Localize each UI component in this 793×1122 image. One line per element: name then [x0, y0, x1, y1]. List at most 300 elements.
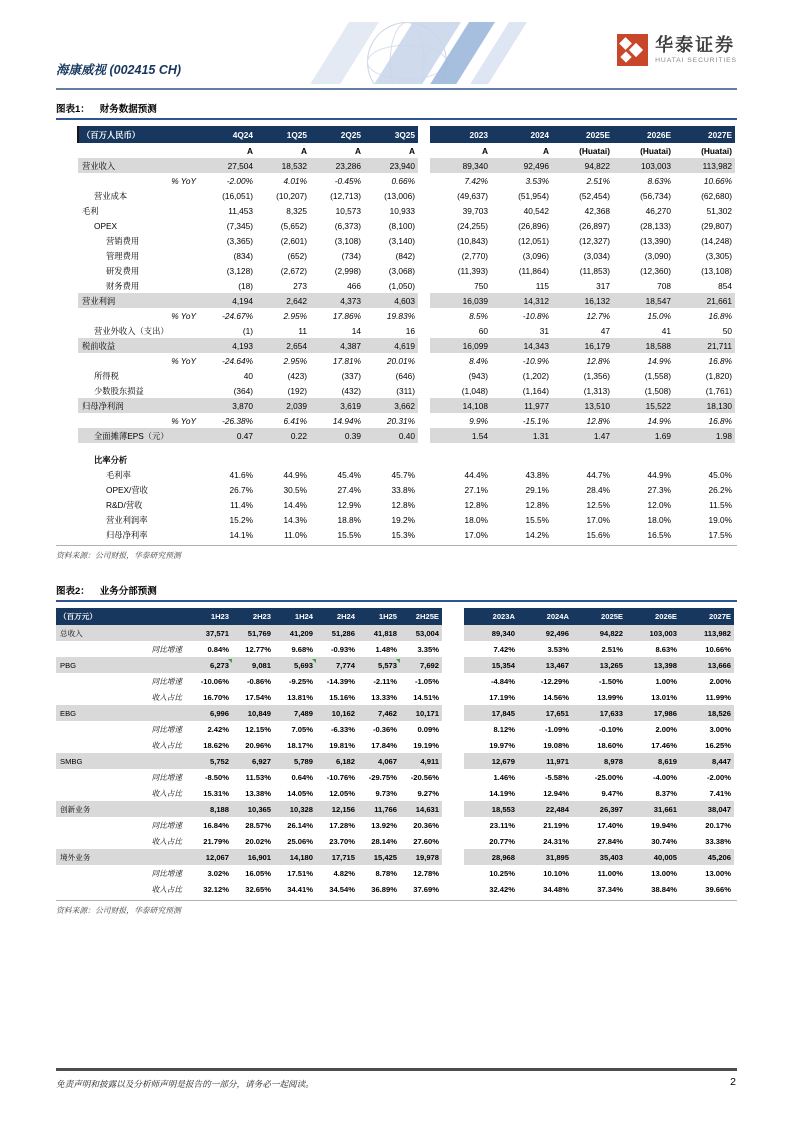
gap-cell: [418, 428, 430, 443]
value-cell: 50: [722, 325, 732, 336]
value-cell: 16,901: [232, 849, 274, 865]
row-label: % YoY: [171, 310, 196, 321]
value-cell: 7,489: [274, 705, 316, 721]
value-cell: (10,207): [276, 190, 307, 201]
value-cell: (1): [242, 325, 253, 336]
value-cell: (1,313): [583, 385, 610, 396]
value-cell: -10.9%: [522, 355, 549, 366]
value-cell: 94,822: [572, 625, 626, 641]
globe-icon: [367, 22, 447, 84]
value-cell: 13.00%: [651, 868, 677, 878]
row-label: 境外业务: [56, 849, 190, 865]
value-cell: 28.57%: [245, 820, 271, 830]
gap-cell: [442, 849, 464, 865]
value-cell: 20.31%: [386, 415, 415, 426]
value-cell: 92,496: [491, 158, 552, 173]
table-row: [78, 452, 735, 467]
gap-cell: [442, 881, 464, 897]
value-cell: (3,096): [522, 250, 549, 261]
value-cell: 3,619: [310, 398, 364, 413]
logo-name-en: HUATAI SECURITIES: [655, 57, 737, 64]
value-cell: 19.97%: [489, 740, 515, 750]
row-label: 营销费用: [106, 235, 140, 246]
value-cell: 16.8%: [708, 310, 732, 321]
row-label: 毛利: [82, 205, 99, 216]
table-row: [78, 218, 735, 233]
value-cell: (192): [287, 385, 307, 396]
value-cell: 2.00%: [709, 676, 731, 686]
value-cell: 0.22: [256, 428, 310, 443]
gap-cell: [418, 263, 430, 278]
figure1-section: [56, 101, 737, 561]
value-cell: -0.86%: [246, 676, 271, 686]
value-cell: (3,140): [388, 235, 415, 246]
value-cell: 21,661: [674, 293, 735, 308]
value-cell: -14.39%: [326, 676, 355, 686]
value-cell: 19.94%: [651, 820, 677, 830]
value-cell: 17.51%: [287, 868, 313, 878]
value-cell: 0.64%: [291, 772, 313, 782]
value-cell: 16.5%: [647, 529, 671, 540]
table-row: [56, 817, 734, 833]
value-cell: (52,454): [579, 190, 610, 201]
value-cell: 7.42%: [464, 175, 488, 186]
value-cell: 16: [405, 325, 415, 336]
table-row: [56, 881, 734, 897]
value-cell: (432): [341, 385, 361, 396]
value-cell: 12.7%: [586, 310, 610, 321]
subheader-blank: [78, 143, 202, 158]
unit-label: （百万元）: [56, 608, 190, 625]
value-cell: 11,971: [518, 753, 572, 769]
value-cell: 16.70%: [203, 692, 229, 702]
table-row: [78, 353, 735, 368]
value-cell: 14,343: [491, 338, 552, 353]
value-cell: 10.66%: [705, 644, 731, 654]
row-label: 同比增速: [151, 676, 182, 686]
value-cell: 6,273: [190, 657, 232, 673]
table-row: [78, 368, 735, 383]
value-cell: 11.53%: [245, 772, 271, 782]
column-header: 2026E: [626, 608, 680, 625]
value-cell: -4.84%: [490, 676, 515, 686]
value-cell: 89,340: [430, 158, 491, 173]
value-cell: -1.50%: [598, 676, 623, 686]
table-row: [78, 338, 735, 353]
value-cell: 11,453: [228, 205, 253, 216]
value-cell: 35,403: [572, 849, 626, 865]
value-cell: 12,067: [190, 849, 232, 865]
value-cell: 12.8%: [464, 499, 488, 510]
gap-cell: [442, 625, 464, 641]
value-cell: (337): [341, 370, 361, 381]
value-cell: 17.86%: [332, 310, 361, 321]
table-header-row: [78, 126, 735, 143]
gap-cell: [442, 705, 464, 721]
value-cell: 41,209: [274, 625, 316, 641]
value-cell: 4,194: [202, 293, 256, 308]
table-row: [78, 278, 735, 293]
value-cell: 51,286: [316, 625, 358, 641]
value-cell: (26,896): [518, 220, 549, 231]
value-cell: 14,108: [430, 398, 491, 413]
value-cell: 0.84%: [207, 644, 229, 654]
value-cell: (1,202): [522, 370, 549, 381]
column-header: 4Q24: [202, 126, 256, 143]
value-cell: 317: [596, 280, 610, 291]
value-cell: 24.31%: [543, 836, 569, 846]
value-cell: 20.17%: [705, 820, 731, 830]
value-cell: 27.4%: [337, 484, 361, 495]
value-cell: 7,462: [358, 705, 400, 721]
value-cell: 28.4%: [586, 484, 610, 495]
value-cell: 5,752: [190, 753, 232, 769]
column-header: 2027E: [680, 608, 734, 625]
value-cell: -0.45%: [334, 175, 361, 186]
value-cell: 18,547: [613, 293, 674, 308]
value-cell: -1.05%: [414, 676, 439, 686]
value-cell: 16,179: [552, 338, 613, 353]
column-header: 2H23: [232, 608, 274, 625]
table-row: [78, 527, 735, 542]
company-title: 海康威视 (002415 CH): [56, 63, 182, 77]
row-label: 同比增速: [151, 772, 182, 782]
value-cell: 38.84%: [651, 884, 677, 894]
value-cell: 92,496: [518, 625, 572, 641]
value-cell: 13.92%: [371, 820, 397, 830]
value-cell: 2.42%: [207, 724, 229, 734]
column-header: 2025E: [572, 608, 626, 625]
value-cell: 18,526: [680, 705, 734, 721]
gap-cell: [418, 308, 430, 323]
gap-cell: [418, 188, 430, 203]
figure2-source-rule: [56, 900, 737, 901]
value-cell: 8,619: [626, 753, 680, 769]
table-row: [56, 785, 734, 801]
value-cell: 13,666: [680, 657, 734, 673]
value-cell: 28.14%: [371, 836, 397, 846]
logo-name-cn: 华泰证券: [655, 35, 736, 55]
table-row: [78, 398, 735, 413]
value-cell: 9.47%: [601, 788, 623, 798]
value-cell: (12,713): [330, 190, 361, 201]
value-cell: 1.47: [552, 428, 613, 443]
value-cell: 1.48%: [375, 644, 397, 654]
table-row: [56, 673, 734, 689]
value-cell: 31,895: [518, 849, 572, 865]
value-cell: -10.76%: [326, 772, 355, 782]
value-cell: (3,365): [226, 235, 253, 246]
value-cell: 7,774: [316, 657, 358, 673]
value-cell: 14.1%: [229, 529, 253, 540]
value-cell: 30.74%: [651, 836, 677, 846]
value-cell: 2.95%: [283, 310, 307, 321]
value-cell: 40,542: [523, 205, 549, 216]
value-cell: (652): [287, 250, 307, 261]
value-cell: 27,504: [202, 158, 256, 173]
gap-cell: [442, 673, 464, 689]
row-label: 营业利润率: [106, 514, 148, 525]
value-cell: 45,206: [680, 849, 734, 865]
value-cell: 115: [535, 280, 549, 291]
figure2-name: 业务分部预测: [99, 586, 157, 597]
value-cell: (3,128): [226, 265, 253, 276]
value-cell: 40: [243, 370, 253, 381]
gap-cell: [418, 248, 430, 263]
value-cell: 103,003: [613, 158, 674, 173]
value-cell: 15.16%: [329, 692, 355, 702]
value-cell: 46,270: [645, 205, 671, 216]
value-cell: 47: [600, 325, 610, 336]
value-cell: -6.33%: [330, 724, 355, 734]
value-cell: 10,162: [316, 705, 358, 721]
value-cell: 7.42%: [493, 644, 515, 654]
value-cell: 32.12%: [203, 884, 229, 894]
gap-cell: [418, 383, 430, 398]
table-row: [78, 413, 735, 428]
value-cell: 15.3%: [391, 529, 415, 540]
gap-cell: [418, 527, 430, 542]
value-cell: (7,345): [226, 220, 253, 231]
value-cell: 13.33%: [371, 692, 397, 702]
value-cell: 23,286: [310, 158, 364, 173]
value-cell: 13.00%: [705, 868, 731, 878]
gap-cell: [418, 497, 430, 512]
value-cell: 43.8%: [525, 469, 549, 480]
value-cell: 30.5%: [283, 484, 307, 495]
value-cell: 16,132: [552, 293, 613, 308]
figure2-source: 资料来源：公司财报，华泰研究预测: [56, 906, 181, 915]
comment-flag-icon: [396, 659, 400, 663]
value-cell: 4.82%: [333, 868, 355, 878]
value-cell: 14.2%: [525, 529, 549, 540]
table-row: [56, 801, 734, 817]
value-cell: 4,373: [310, 293, 364, 308]
row-label: % YoY: [171, 415, 196, 426]
value-cell: 16,099: [430, 338, 491, 353]
value-cell: 11,766: [358, 801, 400, 817]
value-cell: -4.00%: [652, 772, 677, 782]
gap-cell: [442, 833, 464, 849]
value-cell: (49,637): [457, 190, 488, 201]
value-cell: 10,933: [389, 205, 415, 216]
footer-disclaimer: 免责声明和披露以及分析师声明是报告的一部分，请务必一起阅读。: [56, 1079, 314, 1089]
value-cell: 113,982: [674, 158, 735, 173]
value-cell: 15.31%: [203, 788, 229, 798]
value-cell: 17.84%: [371, 740, 397, 750]
value-cell: 11.4%: [230, 499, 253, 510]
gap-cell: [418, 338, 430, 353]
value-cell: 14.05%: [287, 788, 313, 798]
value-cell: 27.3%: [647, 484, 671, 495]
row-label: 收入占比: [151, 740, 182, 750]
value-cell: 13,467: [518, 657, 572, 673]
comment-flag-icon: [312, 659, 316, 663]
value-cell: 14.3%: [283, 514, 307, 525]
value-cell: 103,003: [626, 625, 680, 641]
row-label: 收入占比: [151, 836, 182, 846]
value-cell: (3,034): [583, 250, 610, 261]
table-row: [78, 308, 735, 323]
value-cell: -8.50%: [204, 772, 229, 782]
value-cell: 12,679: [464, 753, 518, 769]
value-cell: (51,954): [518, 190, 549, 201]
value-cell: 12.8%: [586, 355, 610, 366]
row-label: OPEX: [94, 220, 118, 231]
value-cell: 4,603: [364, 293, 418, 308]
row-label: 营业收入: [78, 158, 202, 173]
value-cell: 1.31: [491, 428, 552, 443]
value-cell: 27.1%: [464, 484, 488, 495]
value-cell: (1,356): [583, 370, 610, 381]
banner-graphic: [301, 22, 551, 84]
value-cell: 94,822: [552, 158, 613, 173]
value-cell: 33.8%: [391, 484, 415, 495]
value-cell: 44.9%: [283, 469, 307, 480]
value-cell: (12,360): [640, 265, 671, 276]
value-cell: 3,870: [202, 398, 256, 413]
value-cell: 15,425: [358, 849, 400, 865]
value-cell: 12.5%: [586, 499, 610, 510]
subheader-cell: (Huatai): [674, 143, 735, 158]
value-cell: 17.5%: [708, 529, 732, 540]
value-cell: 3.35%: [417, 644, 439, 654]
value-cell: 0.66%: [391, 175, 415, 186]
value-cell: 13.81%: [287, 692, 313, 702]
value-cell: -26.38%: [222, 415, 253, 426]
value-cell: 7,692: [400, 657, 442, 673]
value-cell: 6.41%: [283, 415, 307, 426]
value-cell: 16.05%: [245, 868, 271, 878]
value-cell: 19.08%: [543, 740, 569, 750]
value-cell: (13,390): [640, 235, 671, 246]
row-label: 营业外收入（支出）: [94, 325, 169, 336]
gap-cell: [442, 753, 464, 769]
value-cell: 12.94%: [543, 788, 569, 798]
huatai-logo: [617, 34, 737, 66]
value-cell: 19.2%: [391, 514, 415, 525]
value-cell: 15.0%: [647, 310, 671, 321]
value-cell: 32.65%: [245, 884, 271, 894]
gap-cell: [418, 368, 430, 383]
report-header: [56, 0, 737, 88]
value-cell: 0.09%: [417, 724, 439, 734]
value-cell: (3,068): [388, 265, 415, 276]
value-cell: 18.0%: [647, 514, 671, 525]
row-label: % YoY: [171, 355, 196, 366]
table-row: [78, 482, 735, 497]
value-cell: 33.38%: [705, 836, 731, 846]
value-cell: 15.5%: [525, 514, 549, 525]
value-cell: 3,662: [364, 398, 418, 413]
value-cell: 13,398: [626, 657, 680, 673]
figure1-source-rule: [56, 545, 737, 546]
gap-cell: [418, 158, 430, 173]
row-label: 收入占比: [151, 692, 182, 702]
value-cell: 13.38%: [245, 788, 271, 798]
value-cell: 1.46%: [493, 772, 515, 782]
row-label: 创新业务: [56, 801, 190, 817]
value-cell: (1,820): [705, 370, 732, 381]
row-label: 归母净利润: [78, 398, 202, 413]
row-label: 税前收益: [78, 338, 202, 353]
value-cell: (6,373): [334, 220, 361, 231]
row-label: 收入占比: [151, 884, 182, 894]
value-cell: 18.17%: [287, 740, 313, 750]
value-cell: 2.51%: [601, 644, 623, 654]
table-row: [78, 173, 735, 188]
value-cell: 0.40: [364, 428, 418, 443]
value-cell: -24.67%: [222, 310, 253, 321]
value-cell: -5.58%: [544, 772, 569, 782]
value-cell: (13,006): [384, 190, 415, 201]
gap-cell: [442, 801, 464, 817]
value-cell: 8.78%: [375, 868, 397, 878]
gap-cell: [418, 218, 430, 233]
gap-cell: [442, 785, 464, 801]
row-label: 同比增速: [151, 820, 182, 830]
table-row: [78, 323, 735, 338]
table-row: [56, 657, 734, 673]
column-header: 2027E: [674, 126, 735, 143]
row-label: 财务费用: [106, 280, 140, 291]
column-header: 2H25E: [400, 608, 442, 625]
row-label: 营业成本: [94, 190, 128, 201]
value-cell: 23.70%: [329, 836, 355, 846]
value-cell: 9.27%: [417, 788, 439, 798]
huatai-logo-icon: [617, 34, 648, 66]
value-cell: (18): [238, 280, 253, 291]
value-cell: (56,734): [640, 190, 671, 201]
value-cell: 1.00%: [655, 676, 677, 686]
value-cell: 12.8%: [586, 415, 610, 426]
value-cell: 18,130: [674, 398, 735, 413]
banner-ribbon: [369, 22, 464, 84]
value-cell: 45.0%: [708, 469, 732, 480]
value-cell: 11.5%: [709, 499, 732, 510]
table-row: [56, 769, 734, 785]
gap-cell: [442, 721, 464, 737]
value-cell: 26.14%: [287, 820, 313, 830]
figure1-name: 财务数据预测: [99, 104, 157, 115]
table-subheader-row: [78, 143, 735, 158]
value-cell: 26,397: [572, 801, 626, 817]
value-cell: 19.83%: [386, 310, 415, 321]
gap-cell: [418, 173, 430, 188]
value-cell: (11,853): [579, 265, 610, 276]
banner-ribbon: [425, 22, 498, 84]
value-cell: 10,328: [274, 801, 316, 817]
value-cell: 12.9%: [337, 499, 361, 510]
value-cell: (1,164): [522, 385, 549, 396]
value-cell: (1,048): [461, 385, 488, 396]
value-cell: 12.77%: [245, 644, 271, 654]
value-cell: 19,978: [400, 849, 442, 865]
value-cell: 53,004: [400, 625, 442, 641]
value-cell: (834): [233, 250, 253, 261]
gap-cell: [418, 278, 430, 293]
value-cell: (12,327): [579, 235, 610, 246]
value-cell: 8,447: [680, 753, 734, 769]
value-cell: (734): [341, 250, 361, 261]
value-cell: 12.78%: [413, 868, 439, 878]
value-cell: 7.05%: [291, 724, 313, 734]
comment-flag-icon: [228, 659, 232, 663]
table-row: [78, 293, 735, 308]
value-cell: 44.4%: [464, 469, 488, 480]
value-cell: 45.4%: [337, 469, 361, 480]
figure1-label: 图表1：: [56, 104, 90, 115]
